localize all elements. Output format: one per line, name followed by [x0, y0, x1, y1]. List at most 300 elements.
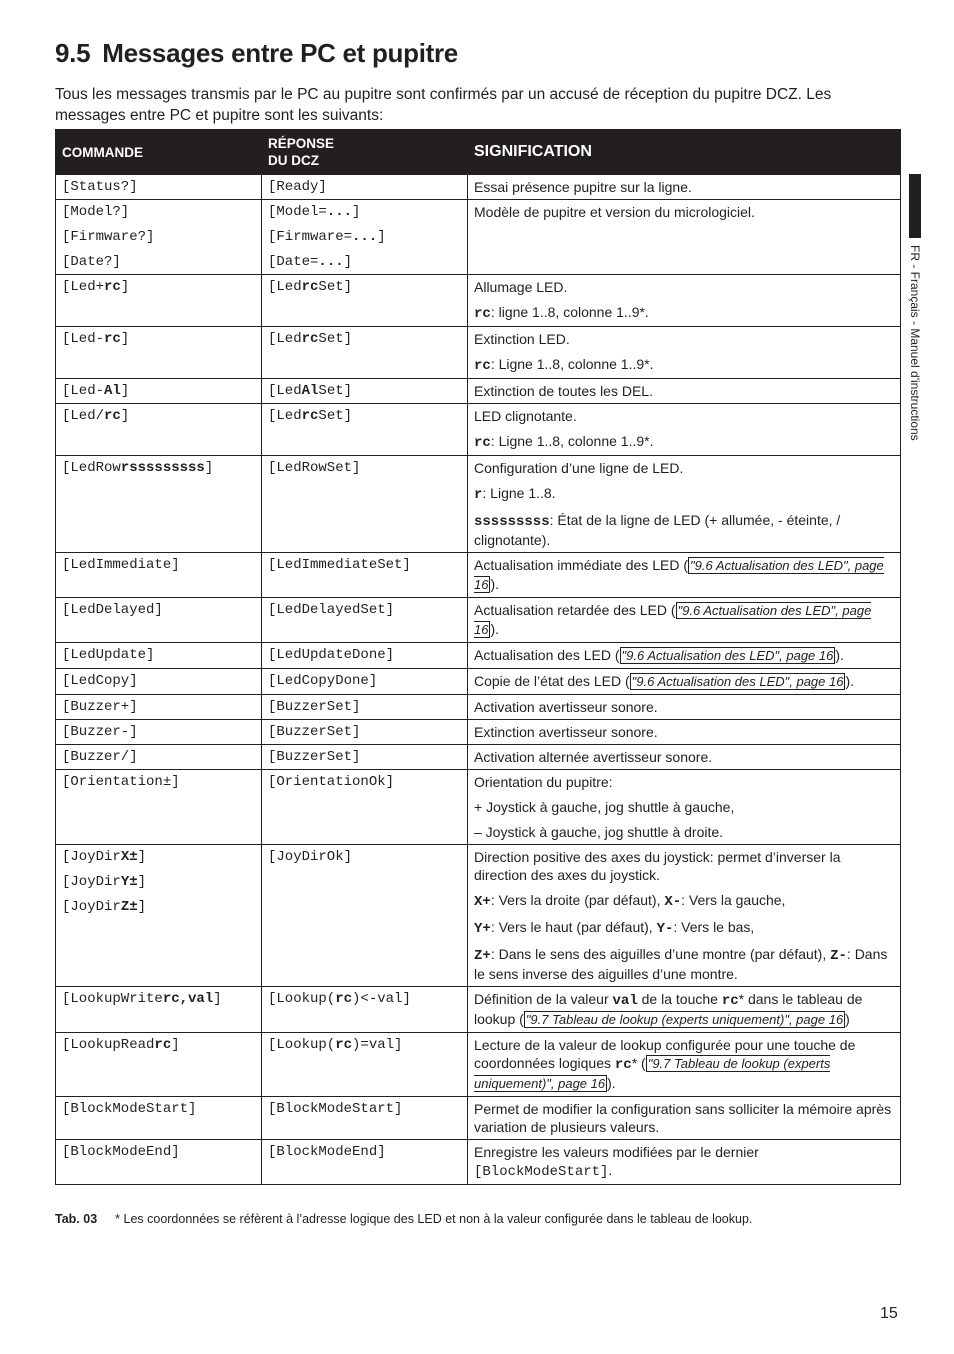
signification-cell — [468, 200, 901, 275]
table-caption — [55, 1212, 752, 1226]
code-term: [BlockModeStart] — [474, 1164, 609, 1180]
description-text: Extinction avertisseur sonore. — [474, 724, 658, 740]
description-text: * dans le tableau de lookup ( — [474, 991, 863, 1027]
code-part: ] — [204, 460, 214, 476]
code-part: [Led — [268, 331, 302, 347]
header-reponse-line2: DU DCZ — [268, 153, 319, 168]
header-commande: COMMANDE — [56, 130, 262, 175]
code-part: [Led/ — [62, 408, 105, 424]
code-line — [268, 723, 461, 741]
intro-paragraph: Tous les messages transmis par le PC au pupitre sont confirmés par un accusé de réception du pupitre DCZ. Les messages entre PC et pupitre sont les suivants: — [55, 86, 832, 124]
code-part: [JoyDir — [62, 899, 121, 915]
signification-cell — [468, 669, 901, 695]
table-row — [56, 175, 901, 200]
response-cell — [262, 695, 468, 720]
code-bold-part: Y± — [120, 874, 138, 890]
description-paragraph — [474, 330, 894, 348]
code-part: ] — [213, 991, 222, 1007]
response-cell — [262, 770, 468, 845]
description-text: LED clignotante. — [474, 408, 577, 424]
code-term: Y+ — [474, 921, 491, 937]
code-bold-part: rc — [104, 331, 121, 347]
code-line — [62, 748, 255, 766]
response-cell — [262, 745, 468, 770]
signification-cell — [468, 456, 901, 553]
code-bold-part: rc — [104, 408, 121, 424]
description-paragraph — [474, 178, 894, 196]
code-bold-part: rc — [335, 991, 353, 1007]
caption-label: Tab. 03 — [55, 1212, 98, 1226]
description-text: : Vers la droite (par défaut), — [490, 892, 665, 908]
code-part: Set] — [318, 383, 353, 399]
code-part: [BlockModeEnd] — [62, 1144, 180, 1160]
response-cell — [262, 1140, 468, 1185]
response-cell — [262, 327, 468, 379]
response-cell — [262, 404, 468, 456]
code-part: ] — [137, 899, 147, 915]
description-text: Activation alternée avertisseur sonore. — [474, 749, 713, 765]
code-part: )<-val] — [352, 991, 411, 1007]
description-text: : Vers le haut (par défaut), — [490, 919, 657, 935]
description-text: : Vers le bas, — [673, 919, 755, 935]
code-term: Y- — [656, 921, 674, 937]
description-text: Extinction LED. — [474, 331, 570, 347]
code-part: [LedUpdate] — [62, 647, 155, 663]
code-part: [JoyDirOk] — [268, 849, 353, 865]
code-part: [LedRowSet] — [268, 460, 361, 476]
cross-reference-link[interactable]: "9.6 Actualisation des LED", page 16 — [621, 648, 834, 663]
code-line — [268, 698, 461, 716]
code-part: Set] — [318, 279, 353, 295]
description-paragraph — [474, 848, 894, 884]
code-term: rc — [721, 993, 739, 1009]
code-part: [BuzzerSet] — [268, 724, 361, 740]
code-part: [Model?] — [62, 204, 130, 220]
command-cell — [56, 745, 262, 770]
caption-text: * Les coordonnées se réfèrent à l’adresse logique des LED et non à la valeur configurée dans le tableau de lookup. — [115, 1212, 753, 1226]
description-text: ). — [490, 576, 500, 592]
code-part: [JoyDir — [62, 874, 121, 890]
description-text: Définition de la valeur — [474, 991, 613, 1007]
table-row — [56, 695, 901, 720]
command-cell — [56, 720, 262, 745]
signification-cell — [468, 175, 901, 200]
code-part: [Led — [268, 408, 302, 424]
code-part: [JoyDir — [62, 849, 121, 865]
code-term: val — [612, 993, 638, 1009]
section-number: 9.5 — [55, 38, 91, 68]
code-part: ] — [120, 331, 130, 347]
code-part: ] — [120, 408, 130, 424]
code-line — [62, 990, 255, 1008]
command-cell — [56, 987, 262, 1033]
code-line — [62, 178, 255, 196]
code-line — [62, 1100, 255, 1118]
description-paragraph — [474, 203, 894, 221]
description-paragraph — [474, 748, 894, 766]
description-paragraph — [474, 484, 894, 504]
code-part: [LedRow — [62, 460, 121, 476]
description-paragraph — [474, 382, 894, 400]
description-text: Copie de l’état des LED ( — [474, 673, 630, 689]
header-signification: SIGNIFICATION — [468, 130, 901, 175]
response-cell — [262, 1097, 468, 1140]
signification-cell — [468, 770, 901, 845]
cross-reference-link[interactable]: "9.6 Actualisation des LED", page 16 — [631, 674, 844, 689]
code-bold-part: ... — [318, 254, 344, 270]
code-line — [62, 278, 255, 296]
cross-reference-link[interactable]: "9.7 Tableau de lookup (experts uniquement)", page 16 — [474, 1056, 831, 1091]
code-part: [Orientation±] — [62, 774, 180, 790]
code-line — [62, 646, 255, 664]
description-paragraph — [474, 672, 894, 691]
signification-cell — [468, 379, 901, 404]
description-text: : Vers la gauche, — [681, 892, 786, 908]
code-part: [Buzzer+] — [62, 699, 138, 715]
description-text: ). — [607, 1075, 616, 1091]
code-part: [Led- — [62, 331, 105, 347]
code-line — [62, 848, 255, 866]
cross-reference-link[interactable]: "9.6 Actualisation des LED", page 16 — [474, 603, 872, 637]
code-bold-part: Al — [104, 383, 121, 399]
code-bold-part: Al — [301, 383, 319, 399]
code-bold-part: ... — [352, 229, 378, 245]
table-row — [56, 456, 901, 553]
description-text: Essai présence pupitre sur la ligne. — [474, 179, 692, 195]
section-title: Messages entre PC et pupitre — [102, 38, 458, 68]
code-term: X+ — [474, 894, 491, 910]
code-line — [268, 1100, 461, 1118]
code-part: [LedUpdateDone] — [268, 647, 395, 663]
description-text: ) — [845, 1011, 850, 1027]
response-cell — [262, 987, 468, 1033]
code-part: ] — [377, 229, 386, 245]
description-text: Actualisation immédiate des LED ( — [474, 557, 688, 573]
signification-cell — [468, 987, 901, 1033]
code-line — [268, 203, 461, 221]
signification-cell — [468, 695, 901, 720]
code-part: [Lookup( — [268, 1037, 336, 1053]
description-text: Configuration d’une ligne de LED. — [474, 460, 684, 476]
command-cell — [56, 327, 262, 379]
code-part: [Led — [268, 279, 302, 295]
code-part: [Led- — [62, 383, 105, 399]
messages-table — [55, 129, 901, 1185]
signification-cell — [468, 845, 901, 987]
command-cell — [56, 643, 262, 669]
code-part: [Led+ — [62, 279, 105, 295]
table-row — [56, 404, 901, 456]
code-line — [268, 278, 461, 296]
code-part: [LedCopyDone] — [268, 673, 378, 689]
description-paragraph — [474, 303, 894, 323]
description-paragraph — [474, 723, 894, 741]
page-number: 15 — [880, 1305, 898, 1322]
description-paragraph — [474, 432, 894, 452]
code-line — [268, 748, 461, 766]
command-cell — [56, 695, 262, 720]
code-part: [LedImmediate] — [62, 557, 180, 573]
command-cell — [56, 598, 262, 643]
code-line — [62, 556, 255, 574]
code-line — [268, 459, 461, 477]
code-part: Set] — [318, 408, 353, 424]
signification-cell — [468, 1097, 901, 1140]
description-paragraph — [474, 511, 894, 549]
code-part: [BlockModeStart] — [268, 1101, 403, 1117]
code-line — [268, 407, 461, 425]
response-cell — [262, 200, 468, 275]
code-line — [62, 1036, 255, 1054]
code-bold-part: rc — [104, 279, 121, 295]
code-line — [62, 873, 255, 891]
signification-cell — [468, 1140, 901, 1185]
code-part: [Firmware?] — [62, 229, 155, 245]
code-line — [268, 990, 461, 1008]
table-row — [56, 720, 901, 745]
description-text: : Dans le sens inverse des aiguilles d’une montre. — [474, 946, 888, 982]
code-term: r — [474, 487, 483, 503]
code-part: [LookupRead — [62, 1037, 155, 1053]
code-line — [268, 672, 461, 690]
table-row — [56, 1097, 901, 1140]
code-part: [BuzzerSet] — [268, 699, 361, 715]
code-part: [Buzzer-] — [62, 724, 138, 740]
code-part: [LedCopy] — [62, 673, 138, 689]
table-row — [56, 987, 901, 1033]
table-row — [56, 598, 901, 643]
code-part: Set] — [318, 331, 353, 347]
response-cell — [262, 175, 468, 200]
code-line — [268, 253, 461, 271]
description-text: . — [608, 1162, 613, 1178]
code-part: [LedDelayed] — [62, 602, 163, 618]
code-line — [268, 848, 461, 866]
code-line — [268, 646, 461, 664]
code-part: [Buzzer/] — [62, 749, 138, 765]
code-term: Z+ — [474, 948, 491, 964]
description-paragraph — [474, 459, 894, 477]
description-paragraph — [474, 945, 894, 983]
description-text: * ( — [631, 1055, 646, 1071]
command-cell — [56, 553, 262, 598]
description-paragraph — [474, 891, 894, 911]
code-part: ] — [120, 279, 130, 295]
code-line — [62, 203, 255, 221]
code-bold-part: rc,val — [162, 991, 214, 1007]
code-part: ] — [352, 204, 361, 220]
code-bold-part: rc — [154, 1037, 172, 1053]
table-body — [56, 175, 901, 1185]
response-cell — [262, 1033, 468, 1097]
code-bold-part: X± — [120, 849, 138, 865]
code-part: [Lookup( — [268, 991, 336, 1007]
code-part: ] — [120, 383, 130, 399]
command-cell — [56, 404, 262, 456]
side-language-label: FR - Français - Manuel d'instructions — [908, 245, 922, 441]
code-bold-part: rc — [301, 279, 319, 295]
description-paragraph — [474, 407, 894, 425]
description-text: Actualisation retardée des LED ( — [474, 602, 676, 618]
code-line — [268, 1036, 461, 1054]
command-cell — [56, 200, 262, 275]
description-text: Permet de modifier la configuration sans solliciter la mémoire après variation de plusieurs valeurs. — [474, 1101, 892, 1135]
description-paragraph — [474, 798, 894, 816]
description-text: Direction positive des axes du joystick: permet d’inverser la direction des axes du joystick. — [474, 849, 841, 883]
command-cell — [56, 175, 262, 200]
code-term: rc — [474, 435, 491, 451]
command-cell — [56, 275, 262, 327]
table-header-row — [56, 130, 901, 175]
signification-cell — [468, 404, 901, 456]
description-paragraph — [474, 990, 894, 1029]
description-text: – Joystick à gauche, jog shuttle à droite. — [474, 824, 724, 840]
description-paragraph — [474, 556, 894, 594]
code-term: Z- — [830, 948, 847, 964]
table-row — [56, 770, 901, 845]
code-line — [62, 1143, 255, 1161]
description-text: Modèle de pupitre et version du micrologiciel. — [474, 204, 755, 220]
code-line — [62, 601, 255, 619]
code-line — [268, 178, 461, 196]
table-row — [56, 275, 901, 327]
page-title — [55, 38, 458, 69]
description-paragraph — [474, 1036, 894, 1093]
command-cell — [56, 1097, 262, 1140]
signification-cell — [468, 720, 901, 745]
description-paragraph — [474, 1100, 894, 1136]
description-text: : Ligne 1..8, colonne 1..9*. — [490, 433, 654, 449]
response-cell — [262, 275, 468, 327]
code-bold-part: rsssssssss — [120, 460, 205, 476]
description-paragraph — [474, 646, 894, 665]
response-cell — [262, 643, 468, 669]
description-paragraph — [474, 773, 894, 791]
code-line — [62, 407, 255, 425]
description-paragraph — [474, 823, 894, 841]
code-part: [Firmware= — [268, 229, 353, 245]
code-line — [62, 723, 255, 741]
table-row — [56, 200, 901, 275]
code-part: [LedImmediateSet] — [268, 557, 411, 573]
code-line — [62, 773, 255, 791]
signification-cell — [468, 598, 901, 643]
description-text: : Dans le sens des aiguilles d’une montre (par défaut), — [490, 946, 831, 962]
code-part: )=val] — [352, 1037, 403, 1053]
code-term: rc — [474, 306, 491, 322]
code-bold-part: rc — [301, 408, 319, 424]
response-cell — [262, 669, 468, 695]
description-paragraph — [474, 1143, 894, 1181]
cross-reference-link[interactable]: "9.6 Actualisation des LED", page 16 — [474, 558, 884, 592]
description-text: de la touche — [637, 991, 722, 1007]
code-part: [Led — [268, 383, 302, 399]
command-cell — [56, 379, 262, 404]
code-line — [62, 382, 255, 400]
code-line — [268, 228, 461, 246]
description-text: : ligne 1..8, colonne 1..9*. — [490, 304, 649, 320]
code-line — [268, 382, 461, 400]
code-line — [62, 898, 255, 916]
table-row — [56, 1033, 901, 1097]
signification-cell — [468, 327, 901, 379]
signification-cell — [468, 553, 901, 598]
code-line — [268, 773, 461, 791]
description-text: Allumage LED. — [474, 279, 568, 295]
code-term: rc — [614, 1057, 632, 1073]
description-text: Enregistre les valeurs modifiées par le dernier — [474, 1144, 759, 1160]
signification-cell — [468, 643, 901, 669]
signification-cell — [468, 275, 901, 327]
code-line — [62, 672, 255, 690]
description-text: ). — [490, 621, 500, 637]
table-row — [56, 327, 901, 379]
response-cell — [262, 456, 468, 553]
description-paragraph — [474, 355, 894, 375]
cross-reference-link[interactable]: "9.7 Tableau de lookup (experts uniquement)", page 16 — [525, 1012, 844, 1027]
language-tab-marker — [909, 174, 921, 238]
code-part: ] — [137, 849, 147, 865]
description-text: : État de la ligne de LED (+ allumée, - éteinte, / clignotante). — [474, 512, 841, 548]
code-part: [Status?] — [62, 179, 138, 195]
command-cell — [56, 456, 262, 553]
command-cell — [56, 845, 262, 987]
description-text: Actualisation des LED ( — [474, 647, 620, 663]
description-text: : Ligne 1..8. — [482, 485, 556, 501]
code-term: X- — [664, 894, 682, 910]
code-line — [62, 330, 255, 348]
description-paragraph — [474, 601, 894, 639]
response-cell — [262, 598, 468, 643]
code-part: ] — [137, 874, 147, 890]
code-part: ] — [171, 1037, 180, 1053]
code-line — [268, 556, 461, 574]
response-cell — [262, 553, 468, 598]
code-part: [BlockModeStart] — [62, 1101, 197, 1117]
table-row — [56, 1140, 901, 1185]
description-text: : Ligne 1..8, colonne 1..9*. — [490, 356, 654, 372]
description-paragraph — [474, 698, 894, 716]
code-part: [BuzzerSet] — [268, 749, 361, 765]
code-line — [62, 228, 255, 246]
code-term: sssssssss — [474, 514, 550, 530]
signification-cell — [468, 1033, 901, 1097]
table-row — [56, 379, 901, 404]
table-row — [56, 553, 901, 598]
code-line — [62, 253, 255, 271]
code-part: [LookupWrite — [62, 991, 163, 1007]
command-cell — [56, 1033, 262, 1097]
description-text: Activation avertisseur sonore. — [474, 699, 658, 715]
response-cell — [262, 720, 468, 745]
table-row — [56, 745, 901, 770]
code-part: [LedDelayedSet] — [268, 602, 395, 618]
command-cell — [56, 669, 262, 695]
code-part: [BlockModeEnd] — [268, 1144, 386, 1160]
code-part: [Date= — [268, 254, 319, 270]
table-row — [56, 643, 901, 669]
code-bold-part: rc — [301, 331, 319, 347]
code-part: [Model= — [268, 204, 327, 220]
code-line — [62, 459, 255, 477]
command-cell — [56, 1140, 262, 1185]
code-line — [268, 601, 461, 619]
description-paragraph — [474, 918, 894, 938]
code-bold-part: ... — [326, 204, 353, 220]
response-cell — [262, 379, 468, 404]
command-cell — [56, 770, 262, 845]
code-part: ] — [343, 254, 353, 270]
